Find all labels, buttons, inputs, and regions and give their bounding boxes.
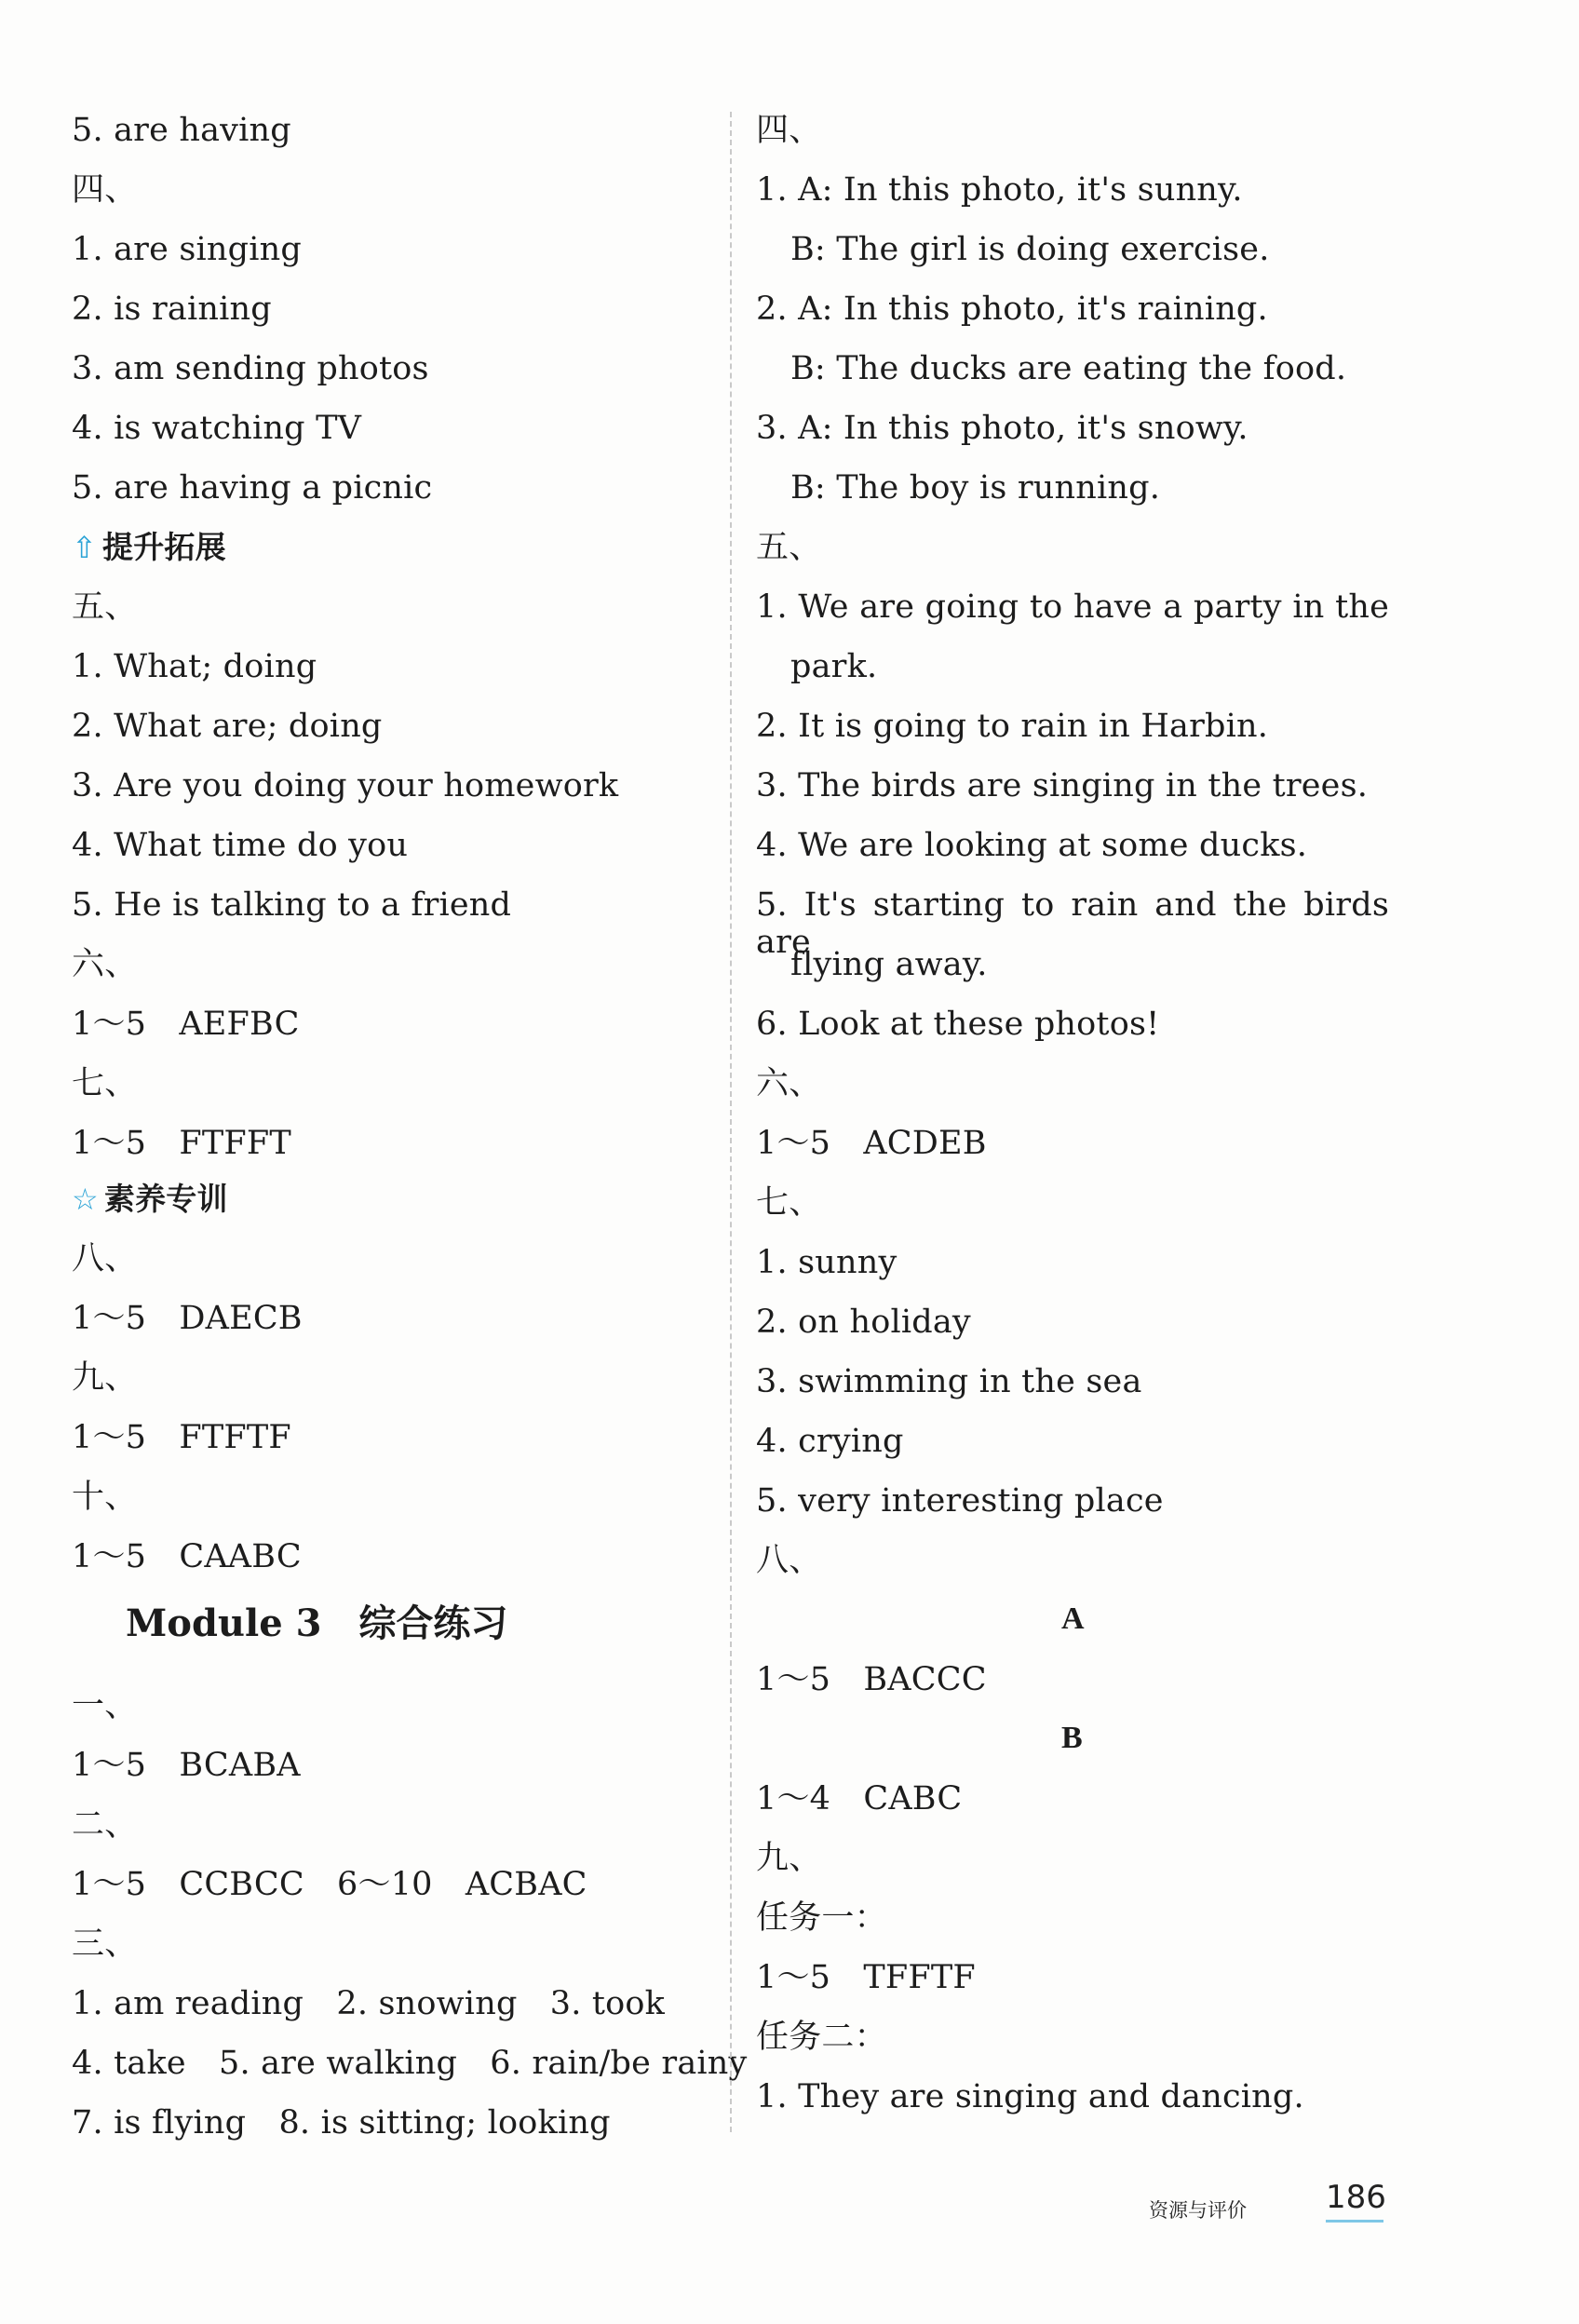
subsection-title: ⇧ 提升拓展 [72, 529, 226, 565]
answer-line: 2. on holiday [756, 1304, 971, 1341]
section-heading: 七、 [72, 1065, 138, 1102]
footer-label: 资源与评价 [1149, 2199, 1247, 2222]
answer-line: 5. It's starting to rain and the birds are [756, 886, 1389, 961]
answer-line: 4. take 5. are walking 6. rain/be rainy [72, 2045, 748, 2082]
section-heading: 六、 [72, 946, 138, 983]
module-title: Module 3 综合练习 [126, 1601, 508, 1645]
part-label: A [1061, 1601, 1085, 1636]
section-heading: 一、 [72, 1687, 138, 1724]
section-heading: 二、 [72, 1806, 138, 1844]
answer-line: 4. crying [756, 1423, 904, 1460]
answer-line: 4. We are looking at some ducks. [756, 827, 1308, 864]
answer-line: 1～5 ACDEB [756, 1125, 987, 1162]
answer-line: 1～5 BCABA [72, 1747, 301, 1784]
answer-line: 4. is watching TV [72, 410, 362, 447]
answer-line: B: The girl is doing exercise. [790, 231, 1270, 268]
answer-line: 1. They are singing and dancing. [756, 2078, 1304, 2115]
section-heading: 七、 [756, 1184, 822, 1222]
subsection-title: ☆ 素养专训 [72, 1181, 228, 1217]
answer-line: 2. is raining [72, 290, 272, 328]
answer-line: B: The boy is running. [790, 469, 1161, 507]
star-icon: ☆ [72, 1182, 99, 1217]
section-heading: 八、 [756, 1542, 822, 1579]
answer-line: 3. The birds are singing in the trees. [756, 767, 1369, 804]
answer-line: 4. What time do you [72, 827, 409, 864]
answer-line: 1～4 CABC [756, 1780, 963, 1817]
answer-line: 6. Look at these photos! [756, 1006, 1160, 1043]
answer-line: 1. am reading 2. snowing 3. took [72, 1985, 666, 2022]
answer-line: 1. We are going to have a party in the [756, 588, 1389, 626]
answer-line: 5. are having [72, 112, 291, 149]
section-heading: 九、 [756, 1840, 822, 1877]
answer-line: 1. What; doing [72, 648, 317, 685]
answer-line: 1～5 TFFTF [756, 1959, 976, 1996]
section-heading: 六、 [756, 1065, 822, 1102]
section-heading: 四、 [72, 171, 138, 209]
answer-line: 1. are singing [72, 231, 302, 268]
answer-line: 3. A: In this photo, it's snowy. [756, 410, 1248, 447]
task-label: 任务一： [756, 1899, 887, 1937]
arrow-up-icon: ⇧ [72, 530, 98, 565]
answer-line: 5. He is talking to a friend [72, 886, 512, 924]
answer-line: 1～5 BACCC [756, 1661, 987, 1698]
part-label: B [1061, 1721, 1083, 1755]
answer-line: 3. swimming in the sea [756, 1363, 1142, 1400]
answer-line: 2. What are; doing [72, 708, 383, 745]
answer-line: 3. Are you doing your homework [72, 767, 619, 804]
answer-line: 1～5 CCBCC 6～10 ACBAC [72, 1866, 587, 1903]
page-number-underline [1326, 2220, 1383, 2223]
section-heading: 五、 [756, 529, 822, 566]
section-heading: 五、 [72, 588, 138, 626]
answer-line: B: The ducks are eating the food. [790, 350, 1347, 387]
answer-line: 5. very interesting place [756, 1482, 1164, 1520]
section-heading: 九、 [72, 1359, 138, 1397]
section-heading: 三、 [72, 1925, 138, 1963]
task-label: 任务二： [756, 2019, 887, 2056]
answer-line: 2. A: In this photo, it's raining. [756, 290, 1268, 328]
answer-line: 7. is flying 8. is sitting; looking [72, 2104, 611, 2142]
page-number: 186 [1326, 2179, 1386, 2216]
answer-line: flying away. [790, 946, 988, 983]
answer-line: 1. A: In this photo, it's sunny. [756, 171, 1243, 209]
section-heading: 四、 [756, 112, 822, 149]
answer-line: 2. It is going to rain in Harbin. [756, 708, 1269, 745]
answer-line: 1. sunny [756, 1244, 897, 1281]
column-divider [730, 112, 732, 2132]
section-heading: 十、 [72, 1479, 138, 1516]
answer-line: 3. am sending photos [72, 350, 429, 387]
answer-line: 1～5 CAABC [72, 1538, 302, 1575]
answer-line: 1～5 FTFFT [72, 1125, 291, 1162]
answer-line: 1～5 DAECB [72, 1300, 303, 1337]
answer-line: 1～5 FTFTF [72, 1419, 291, 1456]
answer-line: 5. are having a picnic [72, 469, 433, 507]
answer-line: park. [790, 648, 878, 685]
answer-line: 1～5 AEFBC [72, 1006, 300, 1043]
section-heading: 八、 [72, 1240, 138, 1277]
